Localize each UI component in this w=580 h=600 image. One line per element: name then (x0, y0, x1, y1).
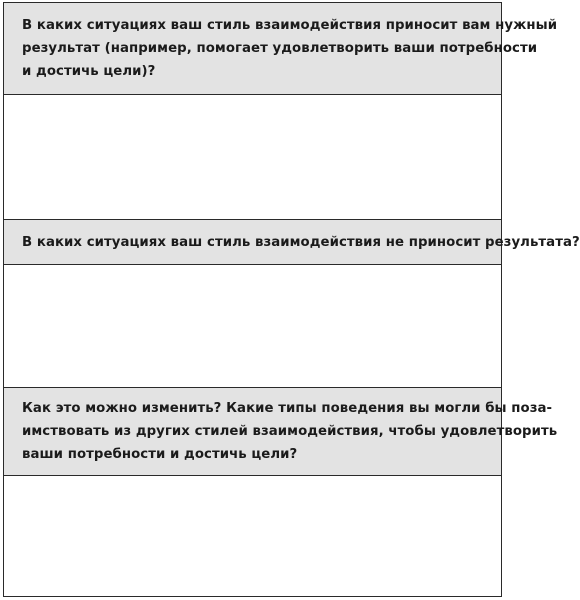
question-3-line-1: Как это можно изменить? Какие типы поведения вы могли бы поза- (22, 401, 553, 416)
question-3-line-3: ваши потребности и достичь цели? (22, 447, 298, 462)
question-1-line-2: результат (например, помогает удовлетворить ваши потребности (22, 41, 538, 56)
answer-1-area[interactable] (4, 95, 501, 219)
question-1-text (22, 14, 557, 83)
question-1-header (4, 3, 558, 95)
question-2-line-1: В каких ситуациях ваш стиль взаимодействия не приносит результата? (22, 234, 580, 250)
question-1-line-1: В каких ситуациях ваш стиль взаимодействия приносит вам нужный (22, 18, 558, 33)
question-3-header (4, 387, 558, 476)
question-3-line-2: имствовать из других стилей взаимодействия, чтобы удовлетворить (22, 424, 558, 439)
answer-2-area[interactable] (4, 265, 501, 387)
question-1-line-3: и достичь цели)? (22, 64, 156, 79)
answer-3-area[interactable] (4, 476, 501, 596)
question-2-header (4, 219, 580, 265)
question-2-text (22, 231, 580, 254)
worksheet-table (3, 2, 580, 597)
question-3-text (22, 397, 557, 466)
